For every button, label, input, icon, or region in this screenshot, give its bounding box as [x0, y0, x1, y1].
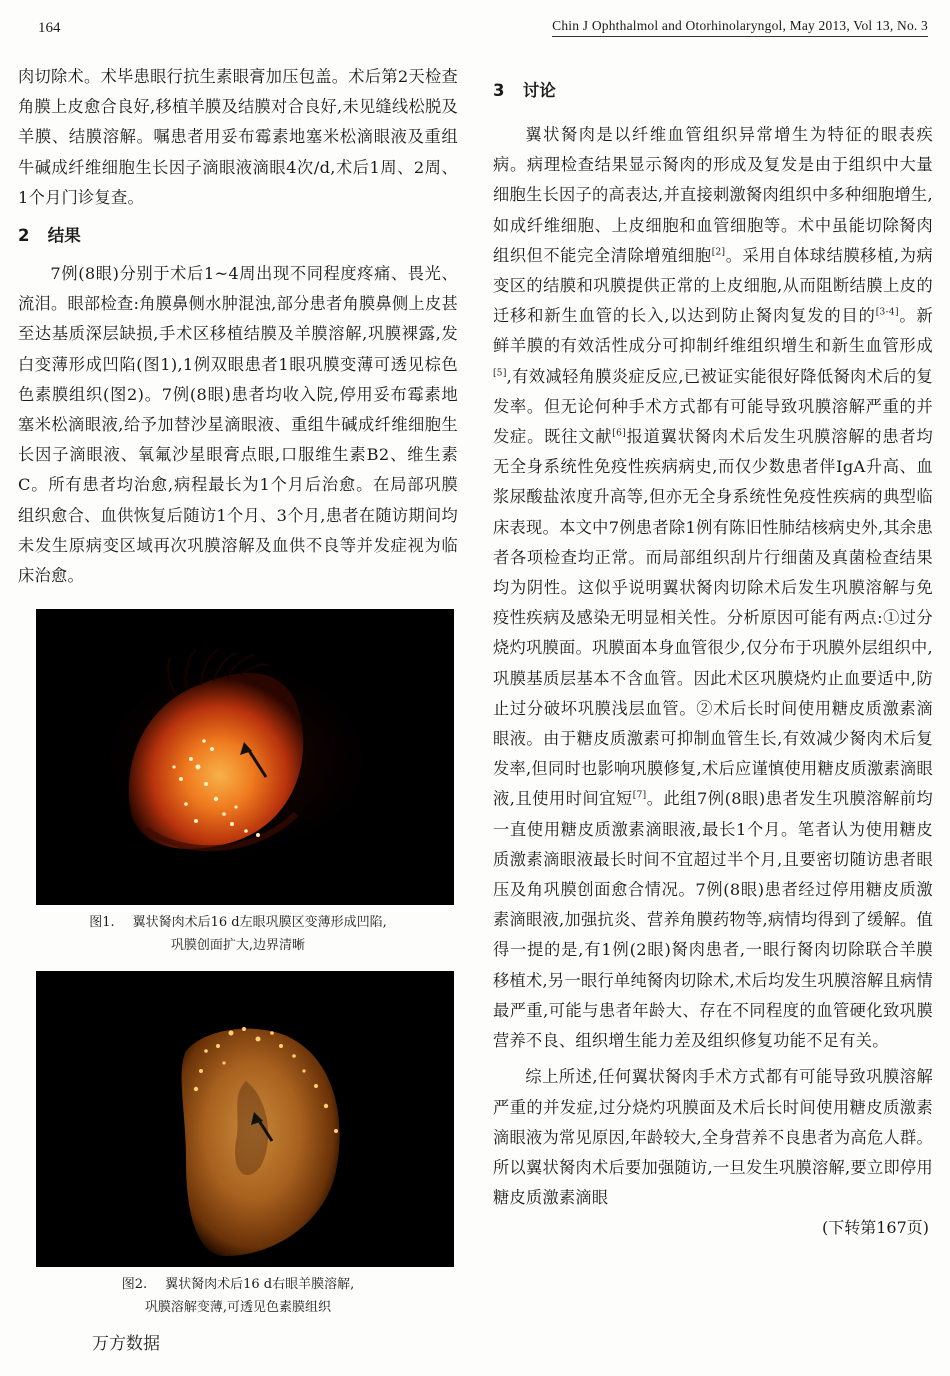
left-column	[18, 62, 458, 1319]
section-title: 讨论	[522, 81, 556, 100]
section-heading-results	[18, 221, 458, 251]
section-heading-discussion	[493, 76, 933, 106]
page-number: 164	[38, 20, 61, 36]
text-run: 。新鲜羊膜的有效活性成分可抑制纤维组织增生和新生血管形成	[493, 306, 933, 356]
paragraph-results: 7例(8眼)分别于术后1~4周出现不同程度疼痛、畏光、流泪。眼部检查:角膜鼻侧水肿混浊,部分患者角膜鼻侧上皮甚至达基质深层缺损,手术区移植结膜及羊膜溶解,巩膜裸露,发白变薄形成凹陷(图1),1例双眼患者1眼巩膜变薄可透见棕色色素膜组织(图2)。7例(8眼)患者均收入院,停用妥布霉素地塞米松滴眼液,给予加替沙星滴眼液、重组牛碱成纤维细胞生长因子滴眼液、氧氟沙星眼膏点眼,口服维生素B2、维生素C。所有患者均治愈,病程最长为1个月后治愈。在局部巩膜组织愈合、血供恢复后随访1个月、3个月,患者在随访期间均未发生原病变区域再次巩膜溶解及血供不良等并发症视为临床治愈。	[18, 264, 458, 586]
figure-2-photo	[36, 971, 454, 1267]
citation: [3-4]	[875, 307, 899, 318]
figure-1-image	[36, 609, 454, 905]
section-number: 2	[18, 226, 30, 246]
section-title: 结果	[47, 226, 81, 246]
figure-2-caption-line-2: 巩膜溶解变薄,可透见色素膜组织	[144, 1300, 332, 1316]
section-number: 3	[493, 81, 505, 100]
figure-1-caption	[18, 911, 458, 957]
text-run: ,有效减轻角膜炎症反应,已被证实能很好降低胬肉术后的复发率。但无论何种手术方式都有可能导致巩膜溶解严重的并发症。既往文献	[493, 366, 933, 447]
citation: [7]	[632, 791, 647, 802]
figure-1-photo	[36, 609, 454, 905]
citation: [2]	[711, 247, 726, 258]
figure-1-caption-line-2: 巩膜创面扩大,边界清晰	[170, 938, 306, 954]
paragraph-discussion	[493, 120, 933, 1056]
text-run: 报道翼状胬肉术后发生巩膜溶解的患者均无全身系统性免疫性疾病病史,而仅少数患者伴IgA升高、血浆尿酸盐浓度升高等,但亦无全身系统性免疫性疾病的典型临床表现。本文中7例患者除1例有陈旧性肺结核病史外,其余患者各项检查均正常。而局部组织刮片行细菌及真菌检查结果均为阴性。这似乎说明翼状胬肉切除术后发生巩膜溶解与免疫性疾病及感染无明显相关性。分析原因可能有两点:①过分烧灼巩膜面。巩膜面本身血管很少,仅分布于巩膜外层组织中,巩膜基质层基本不含血管。因此术区巩膜烧灼止血要适中,防止过分破坏巩膜浅层血管。②术后长时间使用糖皮质激素滴眼液。由于糖皮质激素可抑制血管生长,有效减少胬肉术后复发率,但同时也影响巩膜修复,术后应谨慎使用糖皮质激素滴眼液,且使用时间宜短	[493, 427, 933, 809]
figure-1-label: 图1.	[89, 915, 115, 931]
citation: [6]	[612, 428, 627, 439]
text-run: 。此组7例(8眼)患者发生巩膜溶解前均一直使用糖皮质激素滴眼液,最长1个月。笔者认为使用糖皮质激素滴眼液最长时间不宜超过半个月,且要密切随访患者眼压及角巩膜创面愈合情况。7例(8眼)患者经过停用糖皮质激素滴眼液,加强抗炎、营养角膜药物等,病情均得到了缓解。值得一提的是,有1例(2眼)胬肉患者,一眼行胬肉切除联合羊膜移植术,另一眼行单纯胬肉切除术,术后均发生巩膜溶解且病情最严重,可能与患者年龄大、存在不同程度的血管硬化致巩膜营养不良、组织增生能力差及组织修复功能不足有关。	[493, 789, 933, 1051]
figure-1-caption-line-1: 翼状胬肉术后16 d左眼巩膜区变薄形成凹陷,	[132, 915, 387, 931]
text-run: 翼状胬肉是以纤维血管组织异常增生为特征的眼表疾病。病理检查结果显示胬肉的形成及复发是由于组织中大量细胞生长因子的高表达,并直接刺激胬肉组织中多种细胞增生,如成纤维细胞、上皮细胞和血管细胞等。术中虽能切除胬肉组织但不能完全清除增殖细胞	[493, 125, 933, 265]
right-column	[493, 76, 933, 1238]
paragraph-methods-end: 肉切除术。术毕患眼行抗生素眼膏加压包盖。术后第2天检查角膜上皮愈合良好,移植羊膜及结膜对合良好,未见缝线松脱及羊膜、结膜溶解。嘱患者用妥布霉素地塞米松滴眼液及重组牛碱成纤维细胞生长因子滴眼液滴眼4次/d,术后1周、2周、1个月门诊复查。	[18, 67, 458, 207]
figure-2-caption-line-1: 翼状胬肉术后16 d右眼羊膜溶解,	[165, 1277, 355, 1293]
figure-2-image	[36, 971, 454, 1267]
paragraph-conclusion: 综上所述,任何翼状胬肉手术方式都有可能导致巩膜溶解严重的并发症,过分烧灼巩膜面及术后长时间使用糖皮质激素滴眼液为常见原因,年龄较大,全身营养不良患者为高危人群。所以翼状胬肉术后要加强随访,一旦发生巩膜溶解,要立即停用糖皮质激素滴眼	[493, 1067, 933, 1208]
figure-2-caption	[18, 1273, 458, 1319]
continued-note: (下转第167页)	[821, 1218, 929, 1238]
text-run: 。采用自体球结膜移植,为病变区的结膜和巩膜提供正常的上皮细胞,从而阻断结膜上皮的迁移和新生血管的长入,以达到防止胬肉复发的目的	[493, 245, 934, 326]
journal-header: Chin J Ophthalmol and Otorhinolaryngol, May 2013, Vol 13, No. 3	[552, 18, 928, 37]
citation: [5]	[493, 368, 507, 379]
figure-2-label: 图2.	[121, 1277, 148, 1293]
watermark: 万方数据	[92, 1334, 160, 1354]
